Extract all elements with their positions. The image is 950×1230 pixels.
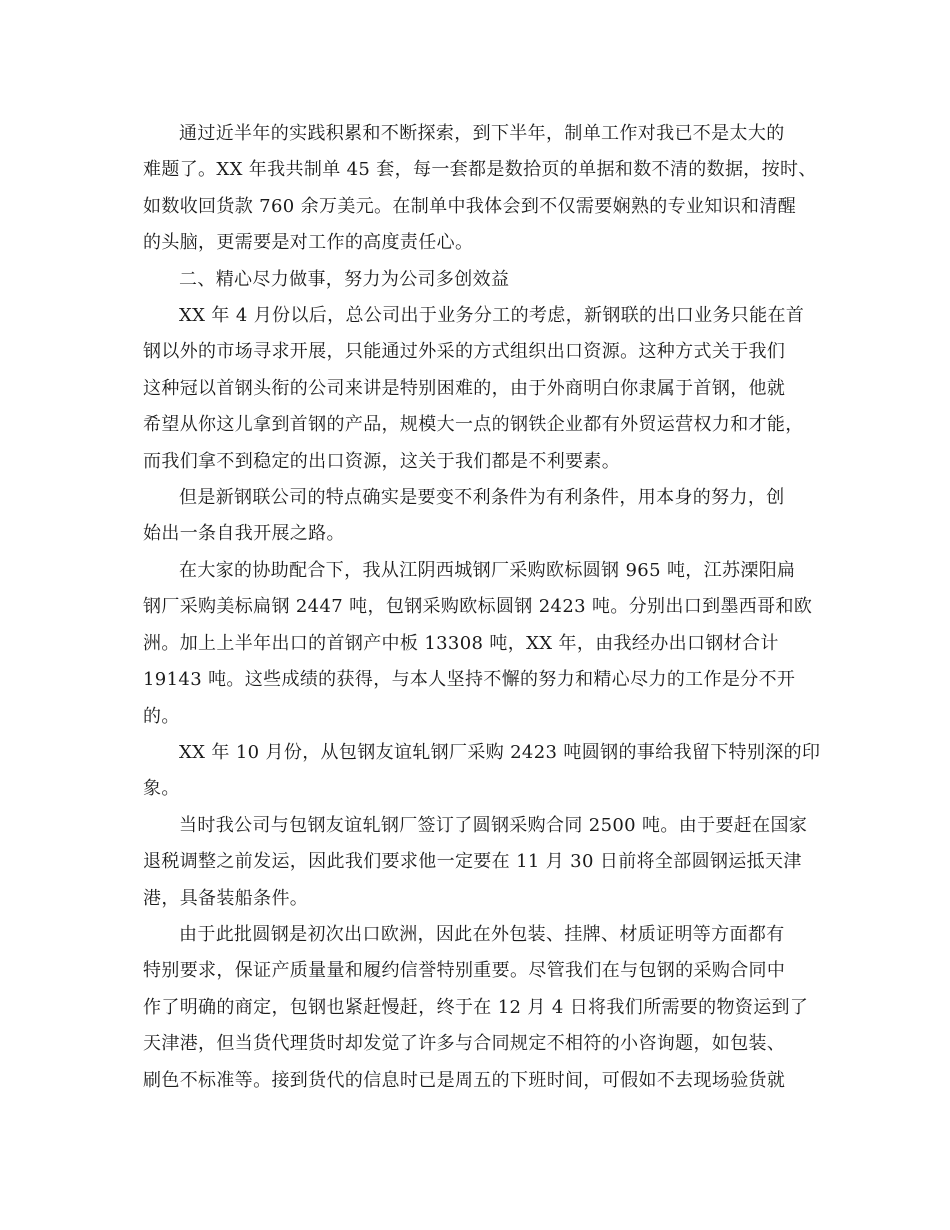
text-line: 刷色不标准等。接到货代的信息时已是周五的下班时间，可假如不去现场验货就 — [143, 1069, 786, 1091]
paragraph — [143, 298, 807, 480]
text-line: 当时我公司与包钢友谊轧钢厂签订了圆钢采购合同 2500 吨。由于要赶在国家 — [179, 814, 808, 836]
text-line: 象。 — [143, 778, 180, 800]
text-line: 希望从你这儿拿到首钢的产品，规模大一点的钢铁企业都有外贸运营权力和才能， — [143, 414, 804, 436]
paragraph — [143, 480, 807, 553]
text-line: 洲。加上上半年出口的首钢产中板 13308 吨，XX 年，由我经办出口钢材合计 — [143, 632, 779, 654]
text-line: 19143 吨。这些成绩的获得，与本人坚持不懈的努力和精心尽力的工作是分不开 — [143, 669, 796, 691]
text-line: 特别要求，保证产质量量和履约信誉特别重要。尽管我们在与包钢的采购合同中 — [143, 960, 786, 982]
text-line: 港，具备装船条件。 — [143, 887, 309, 909]
text-line: 二、精心尽力做事，努力为公司多创效益 — [179, 268, 510, 290]
text-line: 但是新钢联公司的特点确实是要变不利条件为有利条件，用本身的努力，创 — [179, 487, 785, 509]
paragraph — [143, 116, 817, 262]
text-line: 的。 — [143, 705, 180, 727]
text-line: 作了明确的商定，包钢也紧赶慢赶，终于在 12 月 4 日将我们所需要的物资运到了 — [143, 996, 809, 1018]
text-line: 钢以外的市场寻求开展，只能通过外采的方式组织出口资源。这种方式关于我们 — [143, 341, 786, 363]
paragraph — [143, 808, 807, 917]
text-line: 这种冠以首钢头衔的公司来讲是特别困难的，由于外商明白你隶属于首钢，他就 — [143, 377, 786, 399]
text-line: XX 年 4 月份以后，总公司出于业务分工的考虑，新钢联的出口业务只能在首 — [179, 305, 805, 327]
text-line: 而我们拿不到稳定的出口资源，这关于我们都是不利要素。 — [143, 450, 621, 472]
text-line: 天津港，但当货代理货时却发觉了许多与合同规定不相符的小咨询题，如包装、 — [143, 1033, 786, 1055]
text-line: 始出一条自我开展之路。 — [143, 523, 345, 545]
text-line: 通过近半年的实践积累和不断探索，到下半年，制单工作对我已不是太大的 — [179, 123, 785, 144]
text-line: 钢厂采购美标扁钢 2447 吨，包钢采购欧标圆钢 2423 吨。分别出口到墨西哥和欧 — [143, 596, 813, 618]
section-heading — [143, 262, 807, 298]
text-line: 退税调整之前发运，因此我们要求他一定要在 11 月 30 日前将全部圆钢运抵天津 — [143, 851, 802, 873]
paragraph — [143, 735, 821, 808]
text-line: 如数收回货款 760 余万美元。在制单中我体会到不仅需要娴熟的专业知识和清醒 — [143, 195, 797, 217]
text-line: 由于此批圆钢是初次出口欧洲，因此在外包装、挂牌、材质证明等方面都有 — [179, 923, 785, 945]
text-line: 的头脑，更需要是对工作的高度责任心。 — [143, 232, 474, 254]
paragraph — [143, 917, 807, 1099]
paragraph — [143, 553, 813, 735]
text-line: XX 年 10 月份，从包钢友谊轧钢厂采购 2423 吨圆钢的事给我留下特别深的印 — [179, 741, 821, 763]
text-line: 在大家的协助配合下，我从江阴西城钢厂采购欧标圆钢 965 吨，江苏溧阳扁 — [179, 559, 796, 581]
text-line: 难题了。XX 年我共制单 45 套，每一套都是数拾页的单据和数不清的数据，按时、 — [143, 159, 817, 181]
document-body — [143, 116, 821, 1099]
